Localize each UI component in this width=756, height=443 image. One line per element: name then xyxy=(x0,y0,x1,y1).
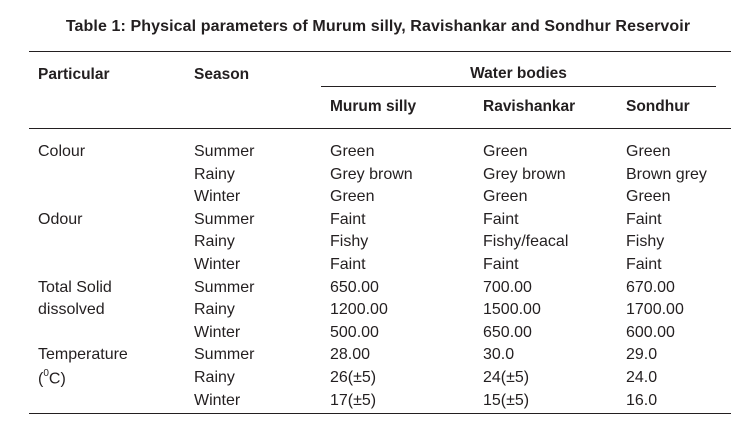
table-row xyxy=(0,256,756,278)
header-murum-silly: Murum silly xyxy=(330,98,417,115)
cell-murum: Green xyxy=(330,188,375,205)
cell-murum: 17(±5) xyxy=(330,392,377,409)
cell-murum: 28.00 xyxy=(330,346,371,363)
cell-sondhur: Green xyxy=(626,143,671,160)
cell-season: Rainy xyxy=(194,369,235,386)
cell-season: Winter xyxy=(194,324,241,341)
cell-season: Summer xyxy=(194,346,255,363)
cell-murum: Faint xyxy=(330,211,366,228)
table-row xyxy=(0,211,756,233)
cell-sondhur: 600.00 xyxy=(626,324,675,341)
table-row xyxy=(0,324,756,346)
cell-sondhur: Fishy xyxy=(626,233,665,250)
cell-murum: 650.00 xyxy=(330,279,379,296)
cell-season: Rainy xyxy=(194,301,235,318)
cell-ravishankar: 24(±5) xyxy=(483,369,530,386)
table-row xyxy=(0,301,756,323)
header-season: Season xyxy=(194,66,250,83)
cell-ravishankar: Faint xyxy=(483,211,519,228)
cell-sondhur: 670.00 xyxy=(626,279,675,296)
cell-season: Rainy xyxy=(194,233,235,250)
cell-sondhur: 29.0 xyxy=(626,346,658,363)
cell-season: Winter xyxy=(194,188,241,205)
cell-murum: Faint xyxy=(330,256,366,273)
particular-tds-line1: Total Solid xyxy=(38,279,112,296)
cell-season: Rainy xyxy=(194,166,235,183)
particular-tds-line2: dissolved xyxy=(38,301,105,318)
cell-sondhur: Green xyxy=(626,188,671,205)
cell-season: Winter xyxy=(194,392,241,409)
particular-colour: Colour xyxy=(38,143,86,160)
cell-sondhur: 16.0 xyxy=(626,392,658,409)
particular-temperature-unit: ($^0$C) xyxy=(38,368,66,388)
table-row xyxy=(0,188,756,210)
cell-ravishankar: Grey brown xyxy=(483,166,566,183)
cell-sondhur: 24.0 xyxy=(626,369,658,386)
cell-season: Summer xyxy=(194,279,255,296)
cell-ravishankar: Green xyxy=(483,143,528,160)
cell-season: Summer xyxy=(194,211,255,228)
cell-murum: Green xyxy=(330,143,375,160)
table-row xyxy=(0,392,756,414)
header-sondhur: Sondhur xyxy=(626,98,690,115)
particular-odour: Odour xyxy=(38,211,83,228)
cell-sondhur: 1700.00 xyxy=(626,301,684,318)
table-top-rule xyxy=(29,51,731,52)
cell-ravishankar: Faint xyxy=(483,256,519,273)
cell-ravishankar: 1500.00 xyxy=(483,301,541,318)
header-particular: Particular xyxy=(38,66,110,83)
cell-murum: 26(±5) xyxy=(330,369,377,386)
table-row xyxy=(0,166,756,188)
water-bodies-rule xyxy=(321,86,716,87)
cell-sondhur: Faint xyxy=(626,256,662,273)
cell-murum: Fishy xyxy=(330,233,369,250)
cell-season: Winter xyxy=(194,256,241,273)
cell-ravishankar: 15(±5) xyxy=(483,392,530,409)
cell-ravishankar: Fishy/feacal xyxy=(483,233,569,250)
table-row xyxy=(0,346,756,368)
cell-ravishankar: 30.0 xyxy=(483,346,515,363)
cell-murum: 500.00 xyxy=(330,324,379,341)
table-row xyxy=(0,233,756,255)
table-row xyxy=(0,279,756,301)
table-row xyxy=(0,143,756,165)
cell-season: Summer xyxy=(194,143,255,160)
header-bottom-rule xyxy=(29,128,731,129)
table-caption: Table 1: Physical parameters of Murum silly, Ravishankar and Sondhur Reservoir xyxy=(65,18,691,35)
table-bottom-rule xyxy=(29,413,731,414)
cell-sondhur: Brown grey xyxy=(626,166,707,183)
header-water-bodies: Water bodies xyxy=(470,65,567,82)
header-ravishankar: Ravishankar xyxy=(483,98,576,115)
table-row xyxy=(0,369,756,391)
cell-ravishankar: Green xyxy=(483,188,528,205)
particular-temperature: Temperature xyxy=(38,346,128,363)
cell-sondhur: Faint xyxy=(626,211,662,228)
cell-ravishankar: 650.00 xyxy=(483,324,532,341)
cell-murum: 1200.00 xyxy=(330,301,388,318)
cell-ravishankar: 700.00 xyxy=(483,279,532,296)
cell-murum: Grey brown xyxy=(330,166,413,183)
